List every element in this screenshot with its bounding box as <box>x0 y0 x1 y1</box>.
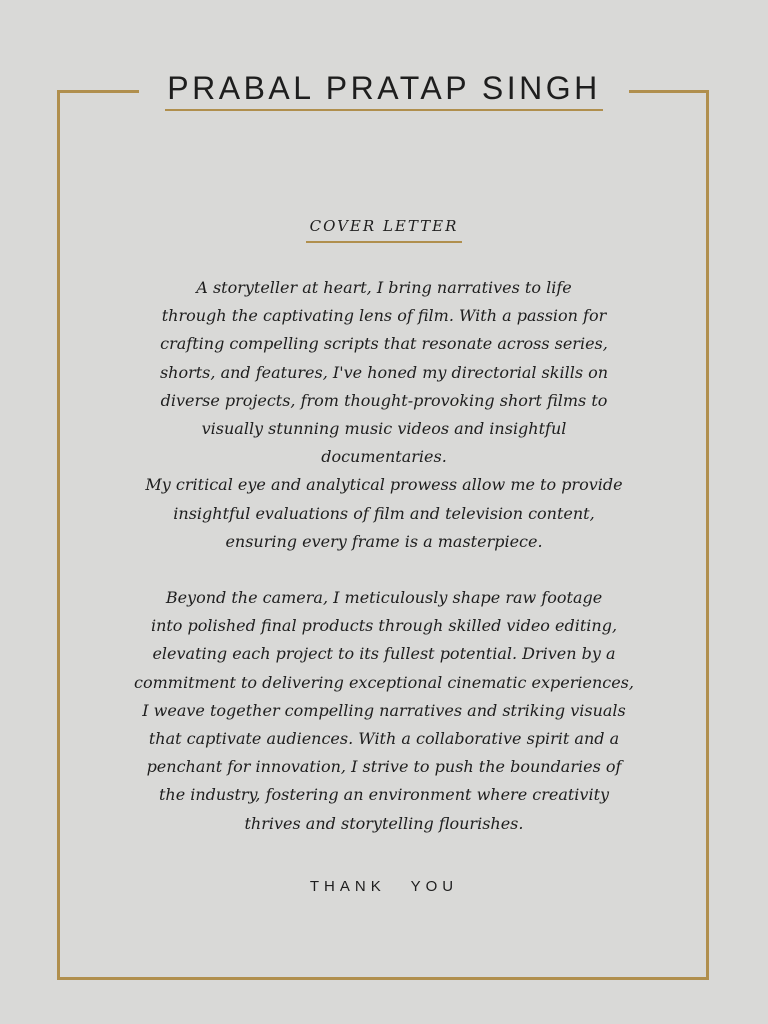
text-line: My critical eye and analytical prowess allow me to provide <box>145 475 623 495</box>
paragraph-2 <box>90 584 678 838</box>
closing-thank-you: THANK YOU <box>309 878 459 895</box>
text-line: into polished final products through skilled video editing, <box>150 616 618 636</box>
letter-heading: COVER LETTER <box>306 217 463 243</box>
text-line: I weave together compelling narratives and striking visuals <box>142 700 626 720</box>
name-header <box>139 64 629 120</box>
text-line: elevating each project to its fullest potential. Driven by a <box>152 644 616 664</box>
text-line: that captivate audiences. With a collaborative spirit and a <box>148 729 620 749</box>
text-line: A storyteller at heart, I bring narratives to life <box>196 278 572 297</box>
text-line: visually stunning music videos and insightful <box>201 419 567 439</box>
applicant-name: PRABAL PRATAP SINGH <box>165 70 602 111</box>
text-line: thrives and storytelling flourishes. <box>244 813 524 833</box>
text-line: the industry, fostering an environment where creativity <box>158 785 610 805</box>
text-line: diverse projects, from thought-provoking short films to <box>160 390 608 410</box>
text-line: through the captivating lens of film. With a passion for <box>161 306 607 326</box>
text-line: Beyond the camera, I meticulously shape raw footage <box>165 588 603 608</box>
letter-heading-container <box>0 216 768 243</box>
text-line: insightful evaluations of film and television content, <box>173 503 595 523</box>
text-line: documentaries. <box>321 447 447 467</box>
text-line: commitment to delivering exceptional cinematic experiences, <box>134 672 634 692</box>
paragraph-1 <box>90 274 678 556</box>
text-line: shorts, and features, I've honed my directorial skills on <box>159 362 609 382</box>
text-line: ensuring every frame is a masterpiece. <box>225 531 543 551</box>
text-line: penchant for innovation, I strive to push the boundaries of <box>146 757 622 777</box>
text-line: crafting compelling scripts that resonate across series, <box>160 334 608 354</box>
letter-body <box>90 274 678 838</box>
paragraph-spacer <box>90 556 678 584</box>
